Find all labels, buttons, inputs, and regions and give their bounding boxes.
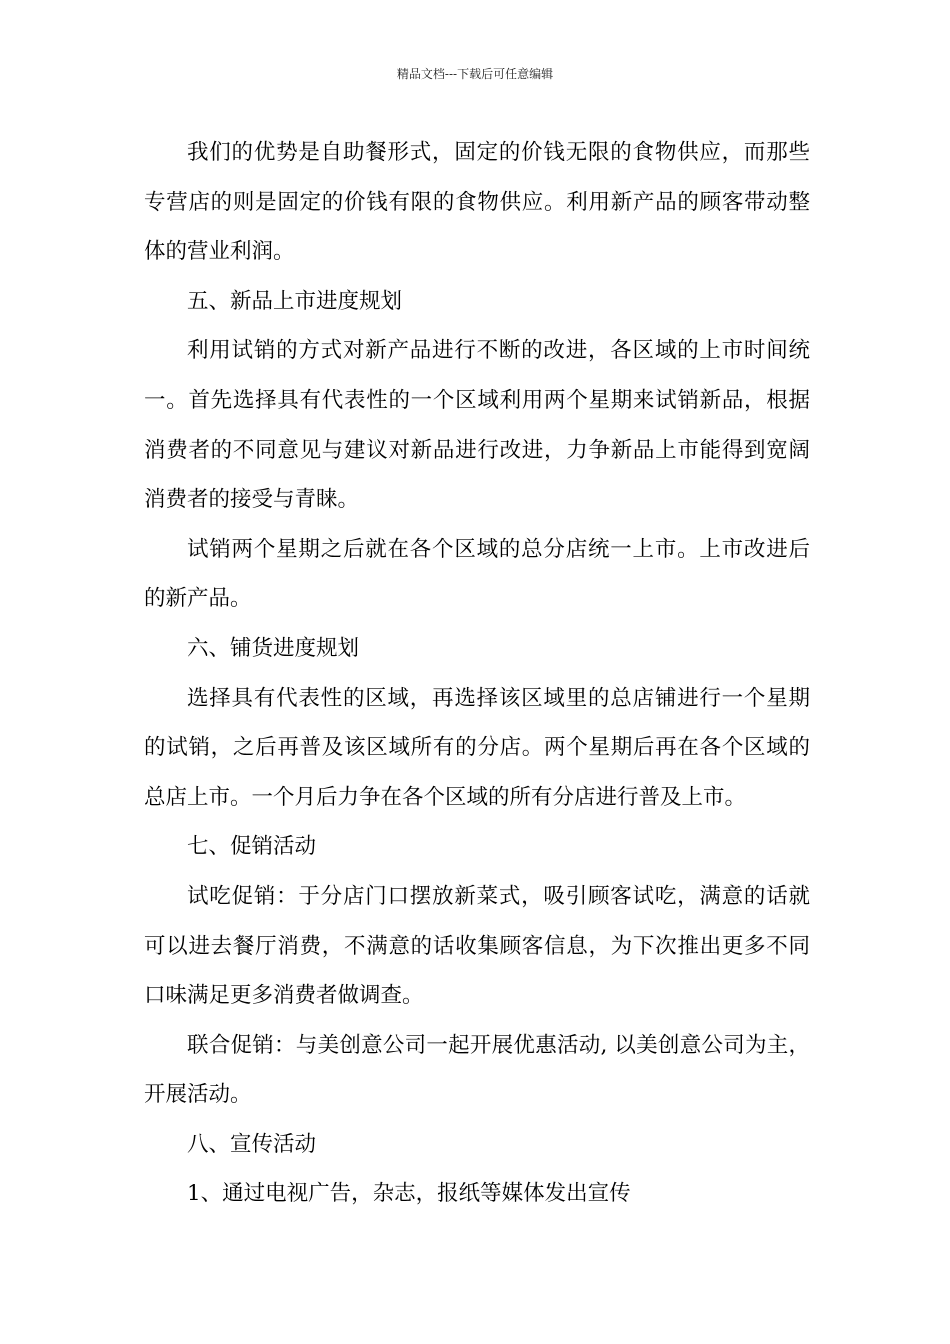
heading-launch-schedule: 五、新品上市进度规划 [187,288,403,314]
paragraph-unified-launch: 试销两个星期之后就在各个区域的总分店统一上市。上市改进后的新产品。 [144,536,810,612]
heading-distribution-schedule: 六、铺货进度规划 [187,635,360,661]
heading-promotion: 七、促销活动 [187,834,317,860]
paragraph-trial-sales: 利用试销的方式对新产品进行不断的改进，各区域的上市时间统一。首先选择具有代表性的一个区域利用两个星期来试销新品，根据消费者的不同意见与建议对新品进行改进，力争新品上市能得到宽阔消费者的接受与青睐。 [144,338,810,513]
document-body [144,128,810,1219]
heading-publicity: 八、宣传活动 [187,1131,317,1157]
paragraph-media-publicity: 1、通过电视广告，杂志，报纸等媒体发出宣传 [187,1181,631,1207]
paragraph-tasting-promotion: 试吃促销：于分店门口摆放新菜式，吸引顾客试吃，满意的话就可以进去餐厅消费，不满意的话收集顾客信息，为下次推出更多不同口味满足更多消费者做调查。 [144,883,810,1009]
page-header: 精品文档---下载后可任意编辑 [396,67,554,81]
paragraph-distribution: 选择具有代表性的区域，再选择该区域里的总店铺进行一个星期的试销，之后再普及该区域所有的分店。两个星期后再在各个区域的总店上市。一个月后力争在各个区域的所有分店进行普及上市。 [144,685,810,810]
paragraph-joint-promotion: 联合促销：与美创意公司一起开展优惠活动, 以美创意公司为主，开展活动。 [144,1032,810,1108]
paragraph-advantage: 我们的优势是自助餐形式，固定的价钱无限的食物供应，而那些专营店的则是固定的价钱有限的食物供应。利用新产品的顾客带动整体的营业利润。 [144,140,810,265]
